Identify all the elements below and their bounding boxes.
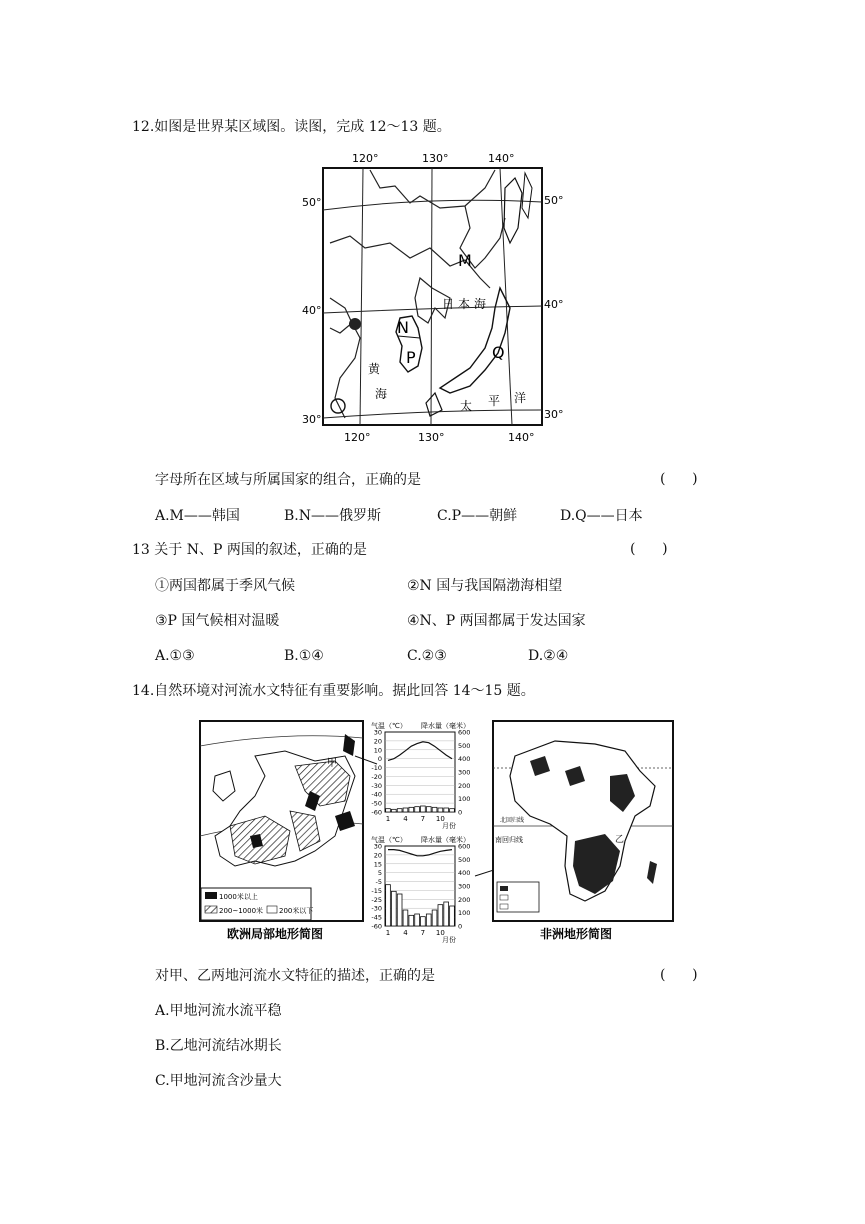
y-left-tick: -60 bbox=[371, 922, 382, 931]
y-left-tick: 30 bbox=[373, 728, 382, 737]
precip-bar bbox=[426, 914, 431, 926]
label-m: M bbox=[458, 251, 472, 270]
precip-bar bbox=[432, 910, 437, 926]
lat-right-40: 40° bbox=[544, 298, 564, 311]
lon-top-140: 140° bbox=[488, 152, 515, 165]
q13-statement-1: ①两国都属于季风气候 bbox=[155, 578, 295, 594]
precip-bar bbox=[450, 809, 455, 812]
chart1-month-label: 月份 bbox=[442, 822, 456, 830]
chart1-precip-label: 降水量（毫米） bbox=[421, 722, 470, 730]
q13-statement-2: ②N 国与我国隔渤海相望 bbox=[407, 578, 563, 594]
precip-bar bbox=[397, 809, 402, 812]
precip-bar bbox=[444, 902, 449, 926]
x-tick: 4 bbox=[403, 929, 408, 937]
east-asia-map bbox=[300, 148, 570, 447]
precip-bar bbox=[386, 809, 391, 812]
y-left-tick: 20 bbox=[373, 737, 382, 746]
label-tropic-capricorn: 南回归线 bbox=[495, 836, 523, 844]
y-left-tick: 5 bbox=[377, 869, 382, 878]
lon-top-130: 130° bbox=[422, 152, 449, 165]
chart2-temp-label: 气温（℃） bbox=[371, 836, 407, 844]
y-right-tick: 200 bbox=[458, 895, 471, 904]
y-right-tick: 600 bbox=[458, 842, 471, 851]
precip-bar bbox=[415, 914, 420, 926]
lat-right-50: 50° bbox=[544, 194, 564, 207]
y-left-tick: -40 bbox=[371, 790, 382, 799]
lon-bottom-120: 120° bbox=[344, 431, 371, 443]
y-right-tick: 600 bbox=[458, 728, 471, 737]
y-left-tick: -25 bbox=[371, 895, 382, 904]
precip-bar bbox=[438, 905, 443, 926]
legend-200-below: 200米以下 bbox=[279, 907, 314, 915]
lon-bottom-140: 140° bbox=[508, 431, 535, 443]
y-right-tick: 400 bbox=[458, 869, 471, 878]
precip-bar bbox=[415, 807, 420, 812]
precip-bar bbox=[450, 906, 455, 926]
precip-bar bbox=[409, 807, 414, 812]
y-left-tick: 30 bbox=[373, 842, 382, 851]
q12-answer-paren: ( ) bbox=[660, 471, 698, 487]
lon-bottom-130: 130° bbox=[418, 431, 445, 443]
africa-map bbox=[493, 721, 673, 941]
precip-bar bbox=[409, 915, 414, 926]
y-right-tick: 0 bbox=[458, 808, 463, 817]
lat-left-40: 40° bbox=[302, 304, 322, 317]
x-tick: 10 bbox=[435, 815, 445, 823]
y-right-tick: 300 bbox=[458, 882, 471, 891]
label-yi: 乙 bbox=[615, 835, 625, 845]
europe-map bbox=[200, 721, 377, 941]
africa-caption: 非洲地形简图 bbox=[540, 927, 613, 941]
y-left-tick: -10 bbox=[371, 764, 382, 773]
x-tick: 7 bbox=[420, 929, 426, 937]
precip-bar bbox=[421, 917, 426, 926]
x-tick: 10 bbox=[435, 929, 445, 937]
x-tick: 4 bbox=[403, 815, 408, 823]
q13-statement-3: ③P 国气候相对温暖 bbox=[155, 613, 280, 629]
label-q: Q bbox=[492, 343, 505, 362]
lat-left-50: 50° bbox=[302, 196, 322, 209]
y-left-tick: 0 bbox=[377, 755, 382, 764]
legend-200-1000: 200~1000米 bbox=[219, 907, 264, 915]
label-pacific-3: 洋 bbox=[514, 391, 527, 405]
y-left-tick: -15 bbox=[371, 886, 382, 895]
q12-option-c[interactable]: C.P——朝鲜 bbox=[437, 508, 518, 524]
q14-option-b[interactable]: B.乙地河流结冰期长 bbox=[155, 1038, 282, 1054]
precip-bar bbox=[421, 806, 426, 812]
y-right-tick: 300 bbox=[458, 768, 471, 777]
y-right-tick: 100 bbox=[458, 795, 471, 804]
q13-option-d[interactable]: D.②④ bbox=[528, 648, 569, 664]
label-sea-of-japan: 日本海 bbox=[442, 297, 491, 311]
precip-bar bbox=[432, 807, 437, 812]
q13-stem: 13 关于 N、P 两国的叙述，正确的是 bbox=[132, 542, 367, 558]
q12-option-d[interactable]: D.Q——日本 bbox=[560, 508, 643, 524]
q13-option-b[interactable]: B.①④ bbox=[284, 648, 324, 664]
y-left-tick: -30 bbox=[371, 781, 382, 790]
label-pacific-2: 平 bbox=[488, 394, 501, 408]
lat-right-30: 30° bbox=[544, 408, 564, 421]
q14-option-a[interactable]: A.甲地河流水流平稳 bbox=[155, 1003, 282, 1019]
y-left-tick: -45 bbox=[371, 913, 382, 922]
precip-bar bbox=[386, 885, 391, 926]
q13-option-a[interactable]: A.①③ bbox=[155, 648, 195, 664]
europe-africa-figure bbox=[195, 716, 685, 950]
q13-answer-paren: ( ) bbox=[630, 541, 668, 557]
lat-left-30: 30° bbox=[302, 413, 322, 426]
q12-option-b[interactable]: B.N——俄罗斯 bbox=[284, 508, 381, 524]
q14-question: 对甲、乙两地河流水文特征的描述，正确的是 bbox=[155, 968, 435, 984]
europe-caption: 欧洲局部地形简图 bbox=[227, 927, 324, 941]
y-right-tick: 0 bbox=[458, 922, 463, 931]
q13-statement-4: ④N、P 两国都属于发达国家 bbox=[407, 613, 586, 629]
q14-answer-paren: ( ) bbox=[660, 967, 698, 983]
y-left-tick: -50 bbox=[371, 799, 382, 808]
y-left-tick: -5 bbox=[375, 878, 382, 887]
precip-bar bbox=[426, 807, 431, 812]
chart1-temp-label: 气温（℃） bbox=[371, 722, 407, 730]
chart2-month-label: 月份 bbox=[442, 936, 456, 944]
label-pacific-1: 太 bbox=[460, 399, 473, 413]
climate-chart-jia bbox=[371, 721, 470, 830]
q14-stem: 14.自然环境对河流水文特征有重要影响。据此回答 14～15 题。 bbox=[132, 683, 535, 699]
y-right-tick: 100 bbox=[458, 909, 471, 918]
y-left-tick: -60 bbox=[371, 808, 382, 817]
label-p: P bbox=[406, 348, 416, 367]
label-tropic-cancer: 北回归线 bbox=[500, 817, 525, 824]
y-left-tick: 15 bbox=[373, 860, 382, 869]
y-left-tick: -30 bbox=[371, 904, 382, 913]
y-right-tick: 400 bbox=[458, 755, 471, 764]
precip-bar bbox=[444, 808, 449, 812]
y-left-tick: -20 bbox=[371, 772, 382, 781]
q12-option-a[interactable]: A.M——韩国 bbox=[155, 508, 240, 524]
precip-bar bbox=[438, 808, 443, 812]
y-right-tick: 200 bbox=[458, 781, 471, 790]
x-tick: 1 bbox=[385, 929, 391, 937]
x-tick: 7 bbox=[420, 815, 426, 823]
q14-option-c[interactable]: C.甲地河流含沙量大 bbox=[155, 1073, 282, 1089]
q12-question: 字母所在区域与所属国家的组合，正确的是 bbox=[155, 472, 421, 488]
q12-stem: 12.如图是世界某区域图。读图，完成 12～13 题。 bbox=[132, 119, 451, 135]
legend-1000-above: 1000米以上 bbox=[219, 893, 258, 901]
label-yellow-sea-2: 海 bbox=[375, 387, 388, 401]
x-tick: 1 bbox=[385, 815, 391, 823]
lon-top-120: 120° bbox=[352, 152, 379, 165]
label-jia: 甲 bbox=[327, 758, 337, 769]
q13-option-c[interactable]: C.②③ bbox=[407, 648, 447, 664]
precip-bar bbox=[391, 809, 396, 812]
precip-bar bbox=[403, 910, 408, 926]
chart2-precip-label: 降水量（毫米） bbox=[421, 836, 470, 844]
label-yellow-sea-1: 黄 bbox=[368, 362, 381, 376]
y-left-tick: 20 bbox=[373, 851, 382, 860]
label-n: N bbox=[397, 318, 409, 337]
y-right-tick: 500 bbox=[458, 855, 471, 864]
precip-bar bbox=[403, 808, 408, 812]
y-right-tick: 500 bbox=[458, 741, 471, 750]
precip-bar bbox=[397, 894, 402, 926]
y-left-tick: 10 bbox=[373, 746, 382, 755]
precip-bar bbox=[391, 891, 396, 926]
